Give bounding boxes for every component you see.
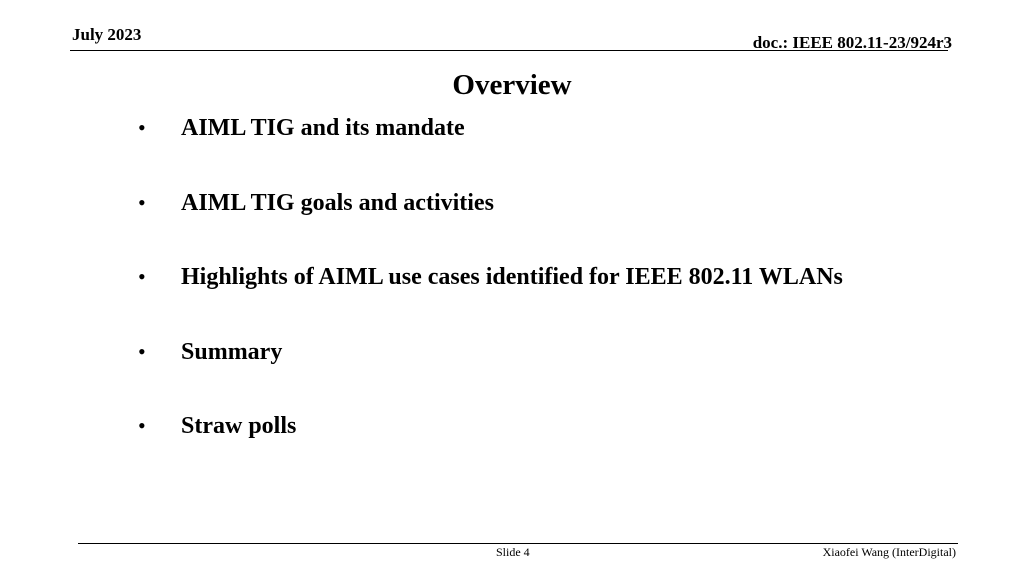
footer-divider [78, 543, 958, 544]
header-date: July 2023 [72, 25, 142, 44]
bullet-icon: • [138, 189, 146, 215]
header-doc-id: doc.: IEEE 802.11-23/924r3 [752, 33, 952, 52]
bullet-icon: • [138, 115, 146, 140]
bullet-icon: • [138, 338, 146, 364]
header-divider [70, 50, 948, 51]
bullet-text: AIML TIG goals and activities [181, 189, 494, 216]
slide-number: Slide 4 [496, 545, 530, 559]
bullet-text: Summary [181, 338, 283, 365]
bullet-icon: • [138, 413, 146, 438]
footer-author: Xiaofei Wang (InterDigital) [822, 545, 956, 559]
bullet-text: Straw polls [181, 413, 297, 439]
bullet-icon: • [138, 264, 146, 289]
bullet-text: AIML TIG and its mandate [181, 115, 465, 141]
bullet-text: Highlights of AIML use cases identified for IEEE 802.11 WLANs [181, 264, 843, 290]
slide-title: Overview [452, 69, 572, 101]
